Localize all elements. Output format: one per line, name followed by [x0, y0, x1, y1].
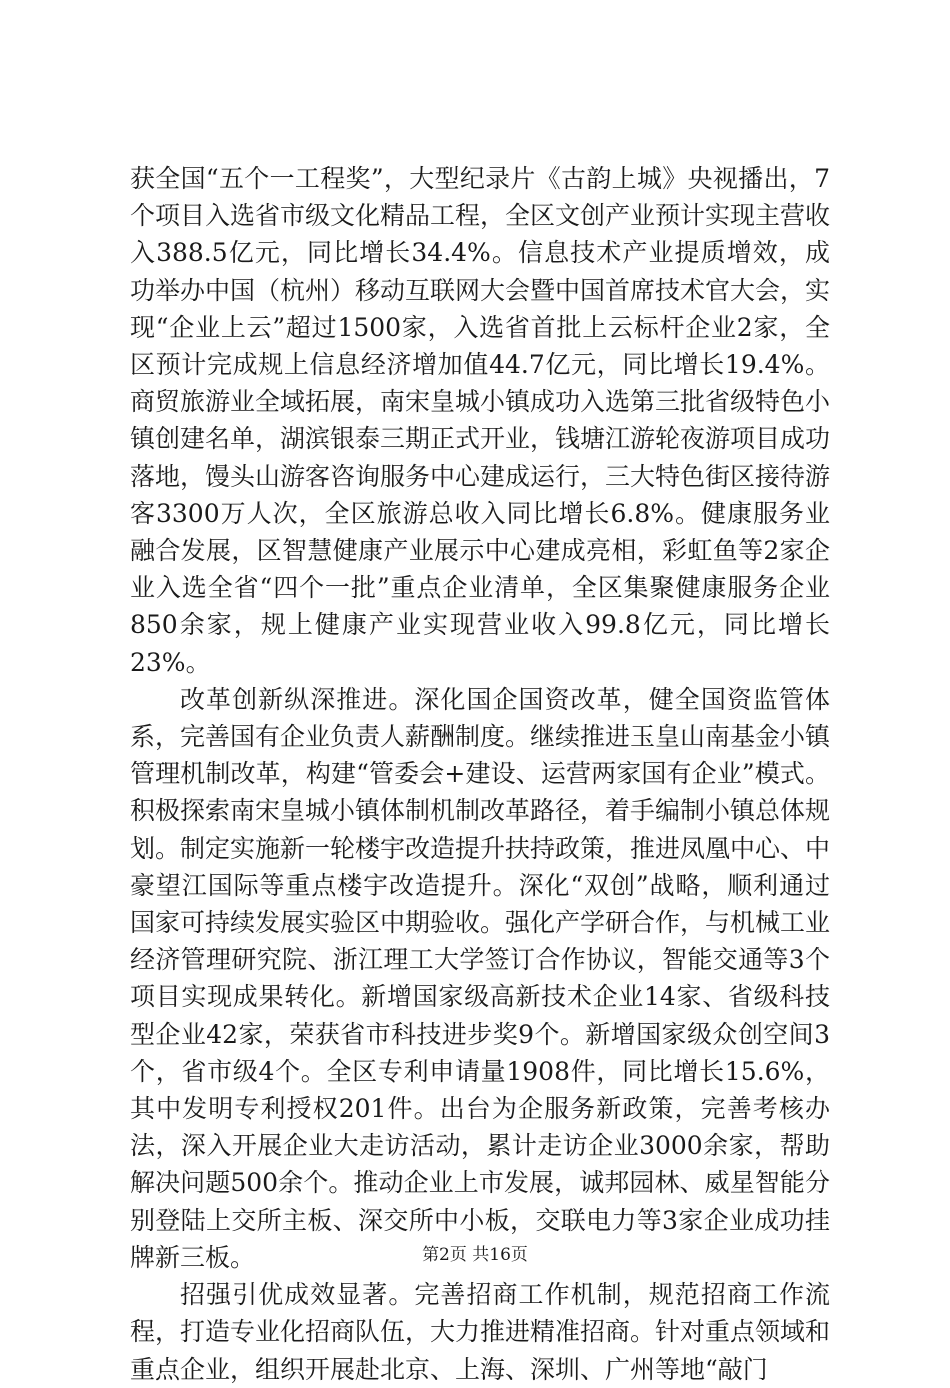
paragraph-continued: 获全国“五个一工程奖”，大型纪录片《古韵上城》央视播出，7个项目入选省市级文化精品工程，全区文创产业预计实现主营收入388.5亿元，同比增长34.4%。信息技术产业提质增效，成功举办中国（杭州）移动互联网大会暨中国首席技术官大会，实现“企业上云”超过1500家，入选省首批上云标杆企业2家，全区预计完成规上信息经济增加值44.7亿元，同比增长19.4%。商贸旅游业全域拓展，南宋皇城小镇成功入选第三批省级特色小镇创建名单，湖滨银泰三期正式开业，钱塘江游轮夜游项目成功落地，馒头山游客咨询服务中心建成运行，三大特色街区接待游客3300万人次，全区旅游总收入同比增长6.8%。健康服务业融合发展，区智慧健康产业展示中心建成亮相，彩虹鱼等2家企业入选全省“四个一批”重点企业清单，全区集聚健康服务企业850余家，规上健康产业实现营业收入99.8亿元，同比增长23%。 [130, 164, 831, 677]
paragraph-reform-innovation: 改革创新纵深推进。深化国企国资改革，健全国资监管体系，完善国有企业负责人薪酬制度。继续推进玉皇山南基金小镇管理机制改革，构建“管委会+建设、运营两家国有企业”模式。积极探索南宋皇城小镇体制机制改革路径，着手编制小镇总体规划。制定实施新一轮楼宇改造提升扶持政策，推进凤凰中心、中豪望江国际等重点楼宇改造提升。深化“双创”战略，顺利通过国家可持续发展实验区中期验收。强化产学研合作，与机械工业经济管理研究院、浙江理工大学签订合作协议，智能交通等3个项目实现成果转化。新增国家级高新技术企业14家、省级科技型企业42家，荣获省市科技进步奖9个。新增国家级众创空间3个，省市级4个。全区专利申请量1908件，同比增长15.6%，其中发明专利授权201件。出台为企服务新政策，完善考核办法，深入开展企业大走访活动，累计走访企业3000余家，帮助解决问题500余个。推动企业上市发展，诚邦园林、威星智能分别登陆上交所主板、深交所中小板，交联电力等3家企业成功挂牌新三板。 [130, 684, 831, 1272]
page-number-footer: 第2页 共16页 [422, 1245, 528, 1265]
body-text [130, 160, 830, 1388]
paragraph-investment-attraction: 招强引优成效显著。完善招商工作机制，规范招商工作流程，打造专业化招商队伍，大力推进精准招商。针对重点领域和重点企业，组织开展赴北京、上海、深圳、广州等地“敲门 [130, 1280, 831, 1384]
